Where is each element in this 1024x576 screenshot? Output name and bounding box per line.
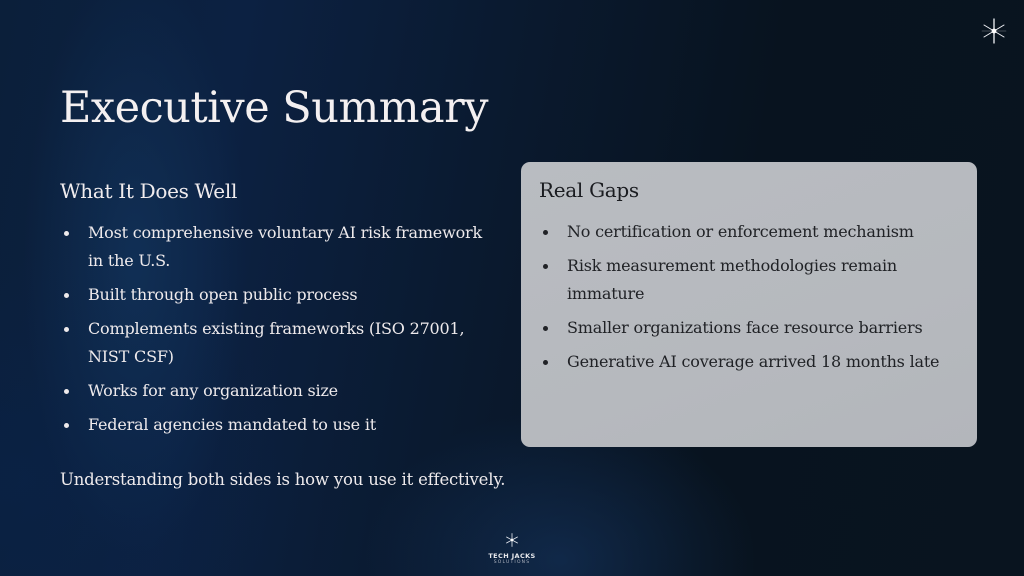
list-item: Complements existing frameworks (ISO 27001, NIST CSF) <box>60 315 500 371</box>
list-item: Smaller organizations face resource barriers <box>539 314 959 342</box>
sparkle-star-icon <box>981 18 1007 44</box>
bullet-icon <box>64 389 69 394</box>
sparkle-star-icon <box>505 533 519 547</box>
list-item: Federal agencies mandated to use it <box>60 411 500 439</box>
list-item: Generative AI coverage arrived 18 months late <box>539 348 959 376</box>
list-item: No certification or enforcement mechanism <box>539 218 959 246</box>
gaps-card <box>521 162 977 447</box>
list-item: Most comprehensive voluntary AI risk framework in the U.S. <box>60 219 500 275</box>
bullet-icon <box>64 293 69 298</box>
bullet-icon <box>543 230 548 235</box>
bullet-icon <box>543 264 548 269</box>
bullet-icon <box>64 423 69 428</box>
strengths-list <box>60 219 500 439</box>
page-title: Executive Summary <box>60 83 488 133</box>
gaps-list <box>539 218 959 376</box>
footer-sub: SOLUTIONS <box>493 560 531 565</box>
strengths-heading: What It Does Well <box>60 179 238 203</box>
footer-brand: TECH JACKS <box>488 552 536 560</box>
bullet-icon <box>543 360 548 365</box>
list-item: Risk measurement methodologies remain immature <box>539 252 959 308</box>
footer-logo <box>483 532 541 566</box>
takeaway-text: Understanding both sides is how you use it effectively. <box>60 470 506 489</box>
list-item: Built through open public process <box>60 281 500 309</box>
bullet-icon <box>543 326 548 331</box>
list-item: Works for any organization size <box>60 377 500 405</box>
strengths-section <box>60 177 500 445</box>
gaps-heading: Real Gaps <box>539 178 639 202</box>
bullet-icon <box>64 327 69 332</box>
bullet-icon <box>64 231 69 236</box>
